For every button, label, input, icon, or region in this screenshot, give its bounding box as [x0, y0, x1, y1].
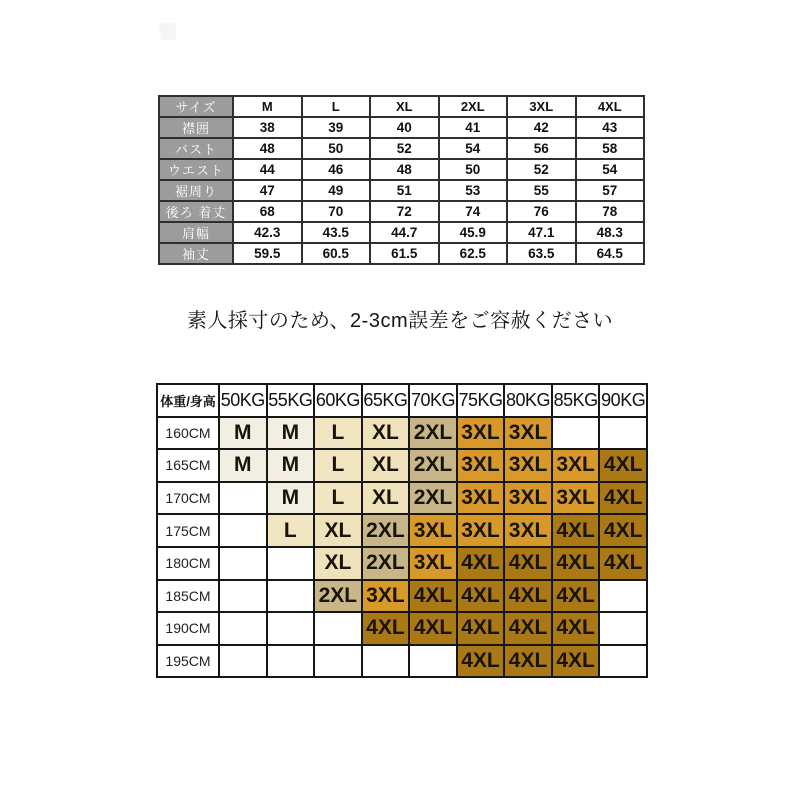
measurement-value-cell: 43.5: [302, 222, 371, 243]
weight-column-header: 60KG: [314, 384, 362, 417]
recommended-size-cell: 3XL: [457, 449, 505, 482]
height-row-label: 195CM: [157, 645, 219, 678]
weight-column-header: 65KG: [362, 384, 410, 417]
height-row-label: 165CM: [157, 449, 219, 482]
weight-column-header: 70KG: [409, 384, 457, 417]
empty-size-cell: [599, 645, 647, 678]
recommended-size-cell: L: [314, 449, 362, 482]
measurement-row-label: 肩幅: [159, 222, 233, 243]
measurement-row: [159, 159, 644, 180]
recommended-size-cell: 4XL: [504, 645, 552, 678]
recommended-size-cell: 2XL: [409, 482, 457, 515]
measurement-value-cell: 42: [507, 117, 576, 138]
measurement-value-cell: 60.5: [302, 243, 371, 264]
weight-column-header: 90KG: [599, 384, 647, 417]
measurement-value-cell: 48: [233, 138, 302, 159]
height-row-label: 170CM: [157, 482, 219, 515]
size-column-header: L: [302, 96, 371, 117]
recommended-size-cell: XL: [362, 449, 410, 482]
measurement-value-cell: 39: [302, 117, 371, 138]
recommended-size-cell: M: [219, 417, 267, 450]
fit-row: [157, 612, 647, 645]
weight-column-header: 80KG: [504, 384, 552, 417]
size-column-header: 2XL: [439, 96, 508, 117]
recommended-size-cell: 4XL: [504, 547, 552, 580]
measurement-value-cell: 53: [439, 180, 508, 201]
measurement-value-cell: 42.3: [233, 222, 302, 243]
recommended-size-cell: 2XL: [409, 417, 457, 450]
fit-row: [157, 417, 647, 450]
measurement-row: [159, 201, 644, 222]
recommended-size-cell: 4XL: [409, 580, 457, 613]
size-table-corner-label: サイズ: [159, 96, 233, 117]
recommended-size-cell: XL: [362, 482, 410, 515]
recommended-size-cell: M: [267, 449, 315, 482]
fit-row: [157, 514, 647, 547]
empty-size-cell: [219, 482, 267, 515]
recommended-size-cell: 4XL: [457, 612, 505, 645]
empty-size-cell: [409, 645, 457, 678]
empty-size-cell: [267, 612, 315, 645]
recommended-size-cell: L: [314, 417, 362, 450]
fit-row: [157, 547, 647, 580]
recommended-size-cell: 4XL: [552, 580, 600, 613]
fit-row: [157, 645, 647, 678]
empty-size-cell: [219, 645, 267, 678]
measurement-value-cell: 52: [370, 138, 439, 159]
recommended-size-cell: 4XL: [552, 645, 600, 678]
measurement-value-cell: 47.1: [507, 222, 576, 243]
empty-size-cell: [267, 645, 315, 678]
weight-column-header: 75KG: [457, 384, 505, 417]
recommended-size-cell: 4XL: [457, 547, 505, 580]
empty-size-cell: [219, 547, 267, 580]
recommended-size-cell: 3XL: [457, 514, 505, 547]
measurement-value-cell: 78: [576, 201, 645, 222]
measurement-header-row: [159, 96, 644, 117]
size-column-header: M: [233, 96, 302, 117]
measurement-value-cell: 62.5: [439, 243, 508, 264]
faint-watermark: [159, 22, 177, 41]
recommended-size-cell: 4XL: [552, 612, 600, 645]
measurement-value-cell: 52: [507, 159, 576, 180]
recommended-size-cell: M: [267, 417, 315, 450]
height-row-label: 180CM: [157, 547, 219, 580]
measurement-value-cell: 50: [439, 159, 508, 180]
measurement-value-cell: 58: [576, 138, 645, 159]
measurement-table: [158, 95, 645, 265]
recommended-size-cell: 2XL: [409, 449, 457, 482]
measurement-value-cell: 48.3: [576, 222, 645, 243]
measurement-value-cell: 50: [302, 138, 371, 159]
recommended-size-cell: 3XL: [409, 547, 457, 580]
recommended-size-cell: 3XL: [457, 482, 505, 515]
measurement-value-cell: 63.5: [507, 243, 576, 264]
empty-size-cell: [599, 417, 647, 450]
height-row-label: 185CM: [157, 580, 219, 613]
recommended-size-cell: XL: [314, 514, 362, 547]
recommended-size-cell: 4XL: [552, 514, 600, 547]
measurement-value-cell: 46: [302, 159, 371, 180]
recommended-size-cell: 4XL: [599, 482, 647, 515]
height-row-label: 190CM: [157, 612, 219, 645]
size-column-header: XL: [370, 96, 439, 117]
empty-size-cell: [599, 612, 647, 645]
fit-row: [157, 580, 647, 613]
recommended-size-cell: L: [314, 482, 362, 515]
measurement-value-cell: 44: [233, 159, 302, 180]
recommended-size-cell: 4XL: [457, 645, 505, 678]
measurement-value-cell: 74: [439, 201, 508, 222]
recommended-size-cell: 4XL: [504, 580, 552, 613]
height-row-label: 175CM: [157, 514, 219, 547]
measurement-value-cell: 64.5: [576, 243, 645, 264]
recommended-size-cell: 3XL: [362, 580, 410, 613]
recommended-size-cell: 3XL: [552, 449, 600, 482]
measurement-value-cell: 51: [370, 180, 439, 201]
measurement-value-cell: 47: [233, 180, 302, 201]
measurement-row-label: ウエスト: [159, 159, 233, 180]
measurement-value-cell: 38: [233, 117, 302, 138]
recommended-size-cell: XL: [314, 547, 362, 580]
height-row-label: 160CM: [157, 417, 219, 450]
measurement-value-cell: 44.7: [370, 222, 439, 243]
empty-size-cell: [314, 645, 362, 678]
height-weight-size-table: [156, 383, 648, 678]
measurement-row-label: 後ろ 着丈: [159, 201, 233, 222]
measurement-row-label: 袖丈: [159, 243, 233, 264]
measurement-value-cell: 72: [370, 201, 439, 222]
recommended-size-cell: 4XL: [599, 449, 647, 482]
recommended-size-cell: 4XL: [599, 547, 647, 580]
weight-column-header: 50KG: [219, 384, 267, 417]
empty-size-cell: [552, 417, 600, 450]
measurement-row-label: 裾周り: [159, 180, 233, 201]
recommended-size-cell: 4XL: [362, 612, 410, 645]
recommended-size-cell: 3XL: [504, 514, 552, 547]
recommended-size-cell: 3XL: [504, 449, 552, 482]
empty-size-cell: [219, 580, 267, 613]
measurement-value-cell: 57: [576, 180, 645, 201]
recommended-size-cell: 3XL: [552, 482, 600, 515]
recommended-size-cell: 3XL: [409, 514, 457, 547]
recommended-size-cell: 3XL: [504, 482, 552, 515]
measurement-row: [159, 243, 644, 264]
size-column-header: 3XL: [507, 96, 576, 117]
measurement-value-cell: 76: [507, 201, 576, 222]
empty-size-cell: [362, 645, 410, 678]
measurement-row-label: バスト: [159, 138, 233, 159]
measurement-value-cell: 55: [507, 180, 576, 201]
empty-size-cell: [219, 612, 267, 645]
recommended-size-cell: 4XL: [409, 612, 457, 645]
size-column-header: 4XL: [576, 96, 645, 117]
measurement-disclaimer: 素人採寸のため、2-3cm誤差をご容赦ください: [186, 310, 614, 332]
recommended-size-cell: 2XL: [362, 547, 410, 580]
measurement-row-label: 襟囲: [159, 117, 233, 138]
recommended-size-cell: 2XL: [314, 580, 362, 613]
measurement-row: [159, 222, 644, 243]
recommended-size-cell: 3XL: [504, 417, 552, 450]
measurement-value-cell: 49: [302, 180, 371, 201]
empty-size-cell: [267, 580, 315, 613]
fit-header-row: [157, 384, 647, 417]
measurement-value-cell: 54: [576, 159, 645, 180]
weight-column-header: 85KG: [552, 384, 600, 417]
empty-size-cell: [219, 514, 267, 547]
recommended-size-cell: XL: [362, 417, 410, 450]
empty-size-cell: [599, 580, 647, 613]
measurement-value-cell: 54: [439, 138, 508, 159]
measurement-value-cell: 70: [302, 201, 371, 222]
weight-height-corner-label: 体重/身高: [157, 384, 219, 417]
recommended-size-cell: 4XL: [457, 580, 505, 613]
recommended-size-cell: 3XL: [457, 417, 505, 450]
measurement-value-cell: 45.9: [439, 222, 508, 243]
recommended-size-cell: L: [267, 514, 315, 547]
recommended-size-cell: M: [219, 449, 267, 482]
empty-size-cell: [267, 547, 315, 580]
measurement-value-cell: 61.5: [370, 243, 439, 264]
empty-size-cell: [314, 612, 362, 645]
weight-column-header: 55KG: [267, 384, 315, 417]
measurement-value-cell: 41: [439, 117, 508, 138]
recommended-size-cell: 4XL: [504, 612, 552, 645]
measurement-row: [159, 138, 644, 159]
recommended-size-cell: 2XL: [362, 514, 410, 547]
measurement-value-cell: 59.5: [233, 243, 302, 264]
recommended-size-cell: 4XL: [599, 514, 647, 547]
fit-row: [157, 482, 647, 515]
measurement-value-cell: 43: [576, 117, 645, 138]
fit-row: [157, 449, 647, 482]
measurement-value-cell: 48: [370, 159, 439, 180]
measurement-value-cell: 40: [370, 117, 439, 138]
measurement-value-cell: 56: [507, 138, 576, 159]
measurement-row: [159, 117, 644, 138]
measurement-row: [159, 180, 644, 201]
recommended-size-cell: 4XL: [552, 547, 600, 580]
recommended-size-cell: M: [267, 482, 315, 515]
measurement-value-cell: 68: [233, 201, 302, 222]
